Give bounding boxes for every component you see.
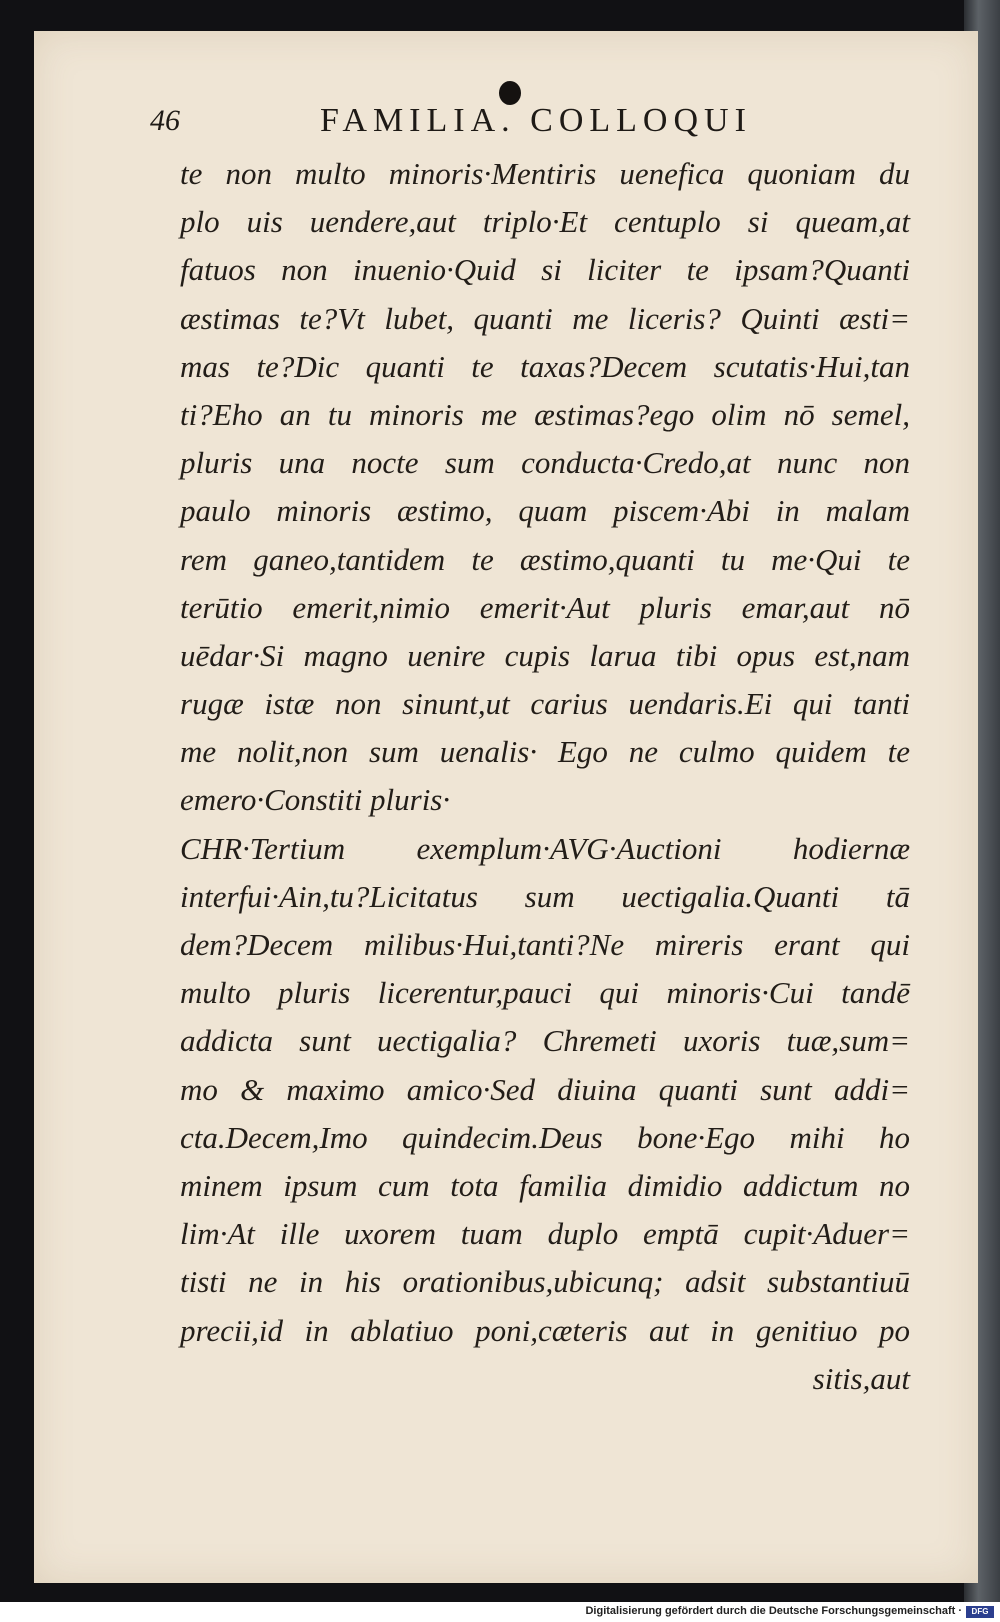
body-text [180,150,910,1403]
text-line: rem ganeo,tantidem te æstimo,quanti tu me·Qui te [180,541,910,577]
text-line: terūtio emerit,nimio emerit·Aut pluris emar,aut nō [180,589,910,625]
footer-bar [0,1602,1000,1622]
text-line: te non multo minoris·Mentiris uenefica quoniam du [180,156,910,191]
text-line: mo & maximo amico·Sed diuina quanti sunt addi= [180,1071,910,1107]
text-line: pluris una nocte sum conducta·Credo,at nunc non [180,445,910,481]
text-line: uēdar·Si magno uenire cupis larua tibi opus est,nam [180,637,910,673]
text-line: emero·Constiti pluris· [180,782,451,818]
text-line: multo pluris licerentur,pauci qui minoris·Cui tandē [180,975,910,1011]
text-line: cta.Decem,Imo quindecim.Deus bone·Ego mihi ho [180,1119,910,1155]
catchword-line: sitis,aut [812,1360,910,1396]
dfg-logo: DFG [966,1606,994,1618]
text-line: minem ipsum cum tota familia dimidio addictum no [180,1167,910,1203]
text-line: lim·At ille uxorem tuam duplo emptā cupit·Aduer= [180,1216,910,1252]
text-line: CHR·Tertium exemplum·AVG·Auctioni hodiernæ [180,830,910,866]
text-line: interfui·Ain,tu?Licitatus sum uectigalia.Quanti tā [180,878,910,914]
text-line: æstimas te?Vt lubet, quanti me liceris? Quinti æsti= [180,300,910,336]
text-line: fatuos non inuenio·Quid si liciter te ipsam?Quanti [180,252,910,288]
text-line: precii,id in ablatiuo poni,cæteris aut in genitiuo po [180,1312,910,1348]
text-line: addicta sunt uectigalia? Chremeti uxoris tuæ,sum= [180,1023,910,1059]
text-line: rugæ istæ non sinunt,ut carius uendaris.Ei qui tanti [180,686,910,722]
text-line: tisti ne in his orationibus,ubicunq; adsit substantiuū [180,1264,910,1300]
page-number: 46 [150,104,180,137]
text-line: dem?Decem milibus·Hui,tanti?Ne mireris erant qui [180,927,910,962]
running-head: FAMILIA. COLLOQUI [320,102,752,139]
text-line: mas te?Dic quanti te taxas?Decem scutatis·Hui,tan [180,348,910,384]
funding-credit: Digitalisierung gefördert durch die Deutsche Forschungsgemeinschaft · [585,1605,962,1617]
text-line: paulo minoris æstimo, quam piscem·Abi in malam [180,493,910,529]
text-line: plo uis uendere,aut triplo·Et centuplo si queam,at [180,204,910,240]
text-line: ti?Eho an tu minoris me æstimas?ego olim nō semel, [180,396,910,432]
text-line: me nolit,non sum uenalis· Ego ne culmo quidem te [180,734,910,770]
